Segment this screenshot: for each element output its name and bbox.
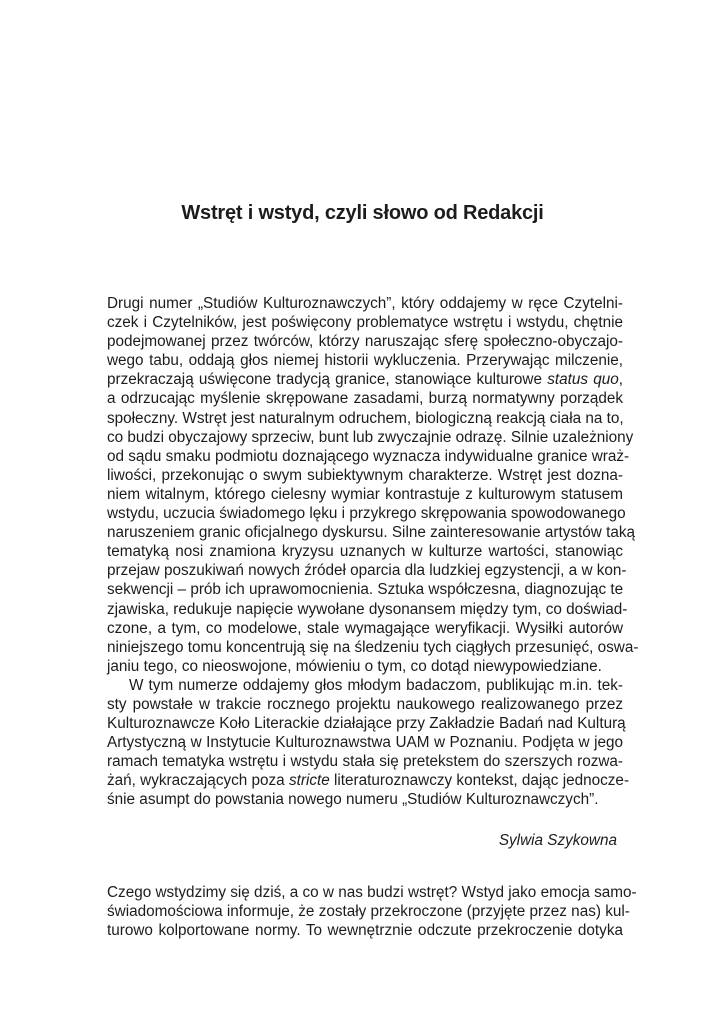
text-line: Kulturoznawcze Koło Literackie działające przy Zakładzie Badań nad Kulturą (107, 715, 626, 733)
text-line: niniejszego tomu koncentrują się na śledzeniu tych ciągłych przesunięć, oswa- (107, 638, 639, 656)
text-line: turowo kolportowane normy. To wewnętrznie odczute przekroczenie dotyka (107, 922, 623, 940)
text-line: niem witalnym, którego cielesny wymiar kontrastuje z kulturowym statusem (107, 485, 623, 503)
text-line: liwości, przekonując o swym subiektywnym charakterze. Wstręt jest dozna- (107, 466, 623, 484)
text-fragment: , (618, 371, 623, 389)
text-fragment: żań, wykraczających poza (107, 772, 289, 790)
text-line: sty powstałe w trakcie rocznego projektu naukowego realizowanego przez (107, 695, 623, 713)
text-line: przejaw poszukiwań nowych źródeł oparcia dla ludzkiej egzystencji, a w kon- (107, 562, 627, 580)
text-line: ramach tematyka wstrętu i wstydu stała się pretekstem do szerszych rozwa- (107, 753, 623, 771)
text-line (107, 771, 630, 790)
text-line (107, 370, 623, 389)
essay-opening (107, 883, 637, 940)
text-line: Artystyczną w Instytucie Kulturoznawstwa UAM w Poznaniu. Podjęta w jego (107, 734, 623, 752)
text-line: świadomościowa informuje, że zostały przekroczone (przyjęte przez nas) kul- (107, 903, 630, 921)
editorial-intro (107, 294, 639, 810)
text-line: naruszeniem granic oficjalnego dyskursu. Silne zainteresowanie artystów taką (107, 524, 636, 542)
text-fragment: literaturoznawczy kontekst, dając jednocze- (329, 772, 630, 790)
signature: Sylwia Szykowna (498, 832, 617, 849)
text-line: co budzi obyczajowy sprzeciw, bunt lub zwyczajnie odrazę. Silnie uzależniony (107, 428, 634, 446)
text-fragment: przekraczają uświęcone tradycją granice, stanowiące kulturowe (107, 371, 548, 389)
text-line: Drugi numer „Studiów Kulturoznawczych”, który oddajemy w ręce Czytelni- (107, 295, 623, 312)
text-line: czek i Czytelników, jest poświęcony problematyce wstrętu i wstydu, chętnie (107, 314, 623, 332)
text-line: zjawiska, redukuje napięcie wywołane dysonansem między tym, co doświad- (107, 600, 628, 618)
text-line: wstydu, uczucia świadomego lęku i przykrego skrępowania spowodowanego (107, 505, 626, 523)
signature-block (107, 831, 623, 850)
text-line: Czego wstydzimy się dziś, a co w nas budzi wstręt? Wstyd jako emocja samo- (107, 884, 637, 901)
text-line: czone, a tym, co modelowe, stale wymagające weryfikacji. Wysiłki autorów (107, 619, 623, 637)
text-line: podejmowanej przez twórców, którzy naruszając sferę społeczno-obyczajo- (107, 333, 623, 351)
text-line: społeczny. Wstręt jest naturalnym odruchem, biologiczną reakcją ciała na to, (107, 409, 624, 427)
text-line: tematyką nosi znamiona kryzysu uznanych w kulturze wartości, stanowiąc (107, 543, 623, 561)
page-title: Wstręt i wstyd, czyli słowo od Redakcji (181, 202, 544, 224)
text-line: a odrzucając myślenie skrępowane zasadami, burzą normatywny porządek (107, 390, 623, 408)
text-line: sekwencji – prób ich uprawomocnienia. Sztuka współczesna, diagnozując te (107, 581, 624, 599)
text-line: W tym numerze oddajemy głos młodym badaczom, publikując m.in. tek- (129, 676, 623, 694)
text-line: od sądu smaku podmiotu doznającego wyznacza indywidualne granice wraż- (107, 447, 630, 465)
text-line: wego tabu, oddają głos niemej historii wykluczenia. Przerywając milczenie, (107, 352, 623, 370)
italic-phrase: status quo (547, 371, 619, 389)
text-line: śnie asumpt do powstania nowego numeru „Studiów Kulturoznawczych”. (107, 791, 599, 809)
italic-phrase: stricte (288, 772, 330, 790)
text-line: janiu tego, co nieoswojone, mówieniu o tym, co dotąd niewypowiedziane. (107, 657, 602, 675)
